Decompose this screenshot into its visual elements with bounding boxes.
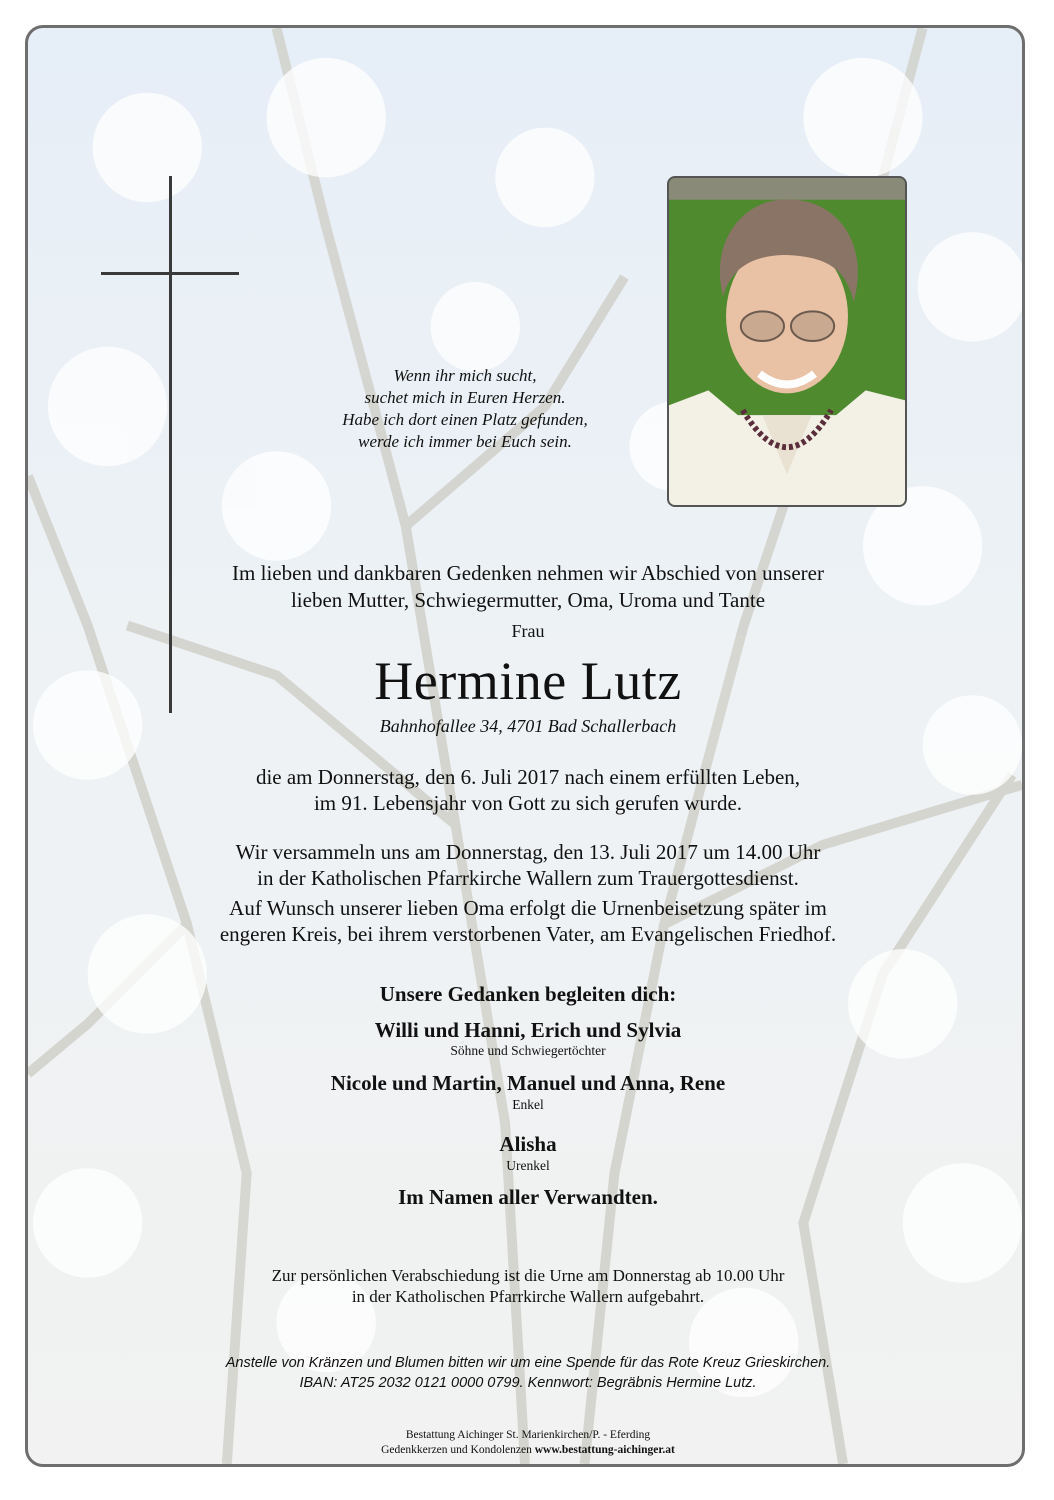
poem-line: werde ich immer bei Euch sein. — [358, 432, 572, 451]
closing-line: Im Namen aller Verwandten. — [398, 1185, 658, 1209]
mourner-group-role: Enkel — [512, 1097, 544, 1112]
urn-line: engeren Kreis, bei ihrem verstorbenen Vater, am Evangelischen Friedhof. — [219, 922, 837, 946]
footer-website-link[interactable]: www.bestattung-aichinger.at — [534, 1444, 675, 1456]
farewell-notice — [28, 1265, 1025, 1307]
mourner-group-names: Nicole und Martin, Manuel und Anna, Rene — [330, 1071, 726, 1095]
footer-line: Bestattung Aichinger St. Marienkirchen/P. - Eferding — [405, 1429, 651, 1441]
poem-line: Wenn ihr mich sucht, — [393, 366, 537, 385]
honorific: Frau — [511, 621, 545, 641]
poem-line: suchet mich in Euren Herzen. — [364, 388, 566, 407]
farewell-line: in der Katholischen Pfarrkirche Wallern aufgebahrt. — [351, 1287, 705, 1306]
ceremony-line: Wir versammeln uns am Donnerstag, den 13. Juli 2017 um 14.00 Uhr — [235, 840, 821, 864]
death-line: im 91. Lebensjahr von Gott zu sich gerufen wurde. — [313, 791, 743, 815]
poem-line: Habe ich dort einen Platz gefunden, — [342, 410, 588, 429]
funeral-home-footer — [28, 1428, 1025, 1458]
announcement-intro — [28, 560, 1025, 614]
mourner-group-role: Urenkel — [506, 1158, 550, 1173]
farewell-line: Zur persönlichen Verabschiedung ist die Urne am Donnerstag ab 10.00 Uhr — [271, 1266, 785, 1285]
mourner-group-names: Alisha — [499, 1132, 557, 1156]
memorial-poem — [275, 365, 655, 453]
mourner-group-names: Willi und Hanni, Erich und Sylvia — [374, 1018, 682, 1042]
death-notice — [28, 764, 1025, 816]
urn-notice — [28, 895, 1025, 947]
cross-horizontal-bar — [101, 272, 239, 275]
intro-line: Im lieben und dankbaren Gedenken nehmen wir Abschied von unserer — [232, 561, 824, 585]
deceased-name: Hermine Lutz — [374, 651, 682, 711]
obituary-card — [25, 25, 1025, 1467]
deceased-address: Bahnhofallee 34, 4701 Bad Schallerbach — [379, 716, 677, 736]
intro-line: lieben Mutter, Schwiegermutter, Oma, Uroma und Tante — [290, 588, 766, 612]
mourner-group-role: Söhne und Schwiegertöchter — [450, 1043, 606, 1058]
portrait-photo — [667, 176, 907, 507]
donation-notice — [28, 1353, 1025, 1393]
ceremony-notice — [28, 839, 1025, 891]
footer-line — [28, 1443, 1025, 1458]
urn-line: Auf Wunsch unserer lieben Oma erfolgt die Urnenbeisetzung später im — [229, 896, 827, 920]
donation-line: Anstelle von Kränzen und Blumen bitten wir um eine Spende für das Rote Kreuz Grieskirchen. — [225, 1355, 831, 1371]
donation-line: IBAN: AT25 2032 0121 0000 0799. Kennwort: Begräbnis Hermine Lutz. — [299, 1375, 757, 1391]
footer-text: Gedenkkerzen und Kondolenzen — [381, 1444, 535, 1456]
death-line: die am Donnerstag, den 6. Juli 2017 nach einem erfüllten Leben, — [255, 765, 801, 789]
mourners-heading: Unsere Gedanken begleiten dich: — [379, 982, 677, 1006]
ceremony-line: in der Katholischen Pfarrkirche Wallern zum Trauergottesdienst. — [257, 866, 799, 890]
